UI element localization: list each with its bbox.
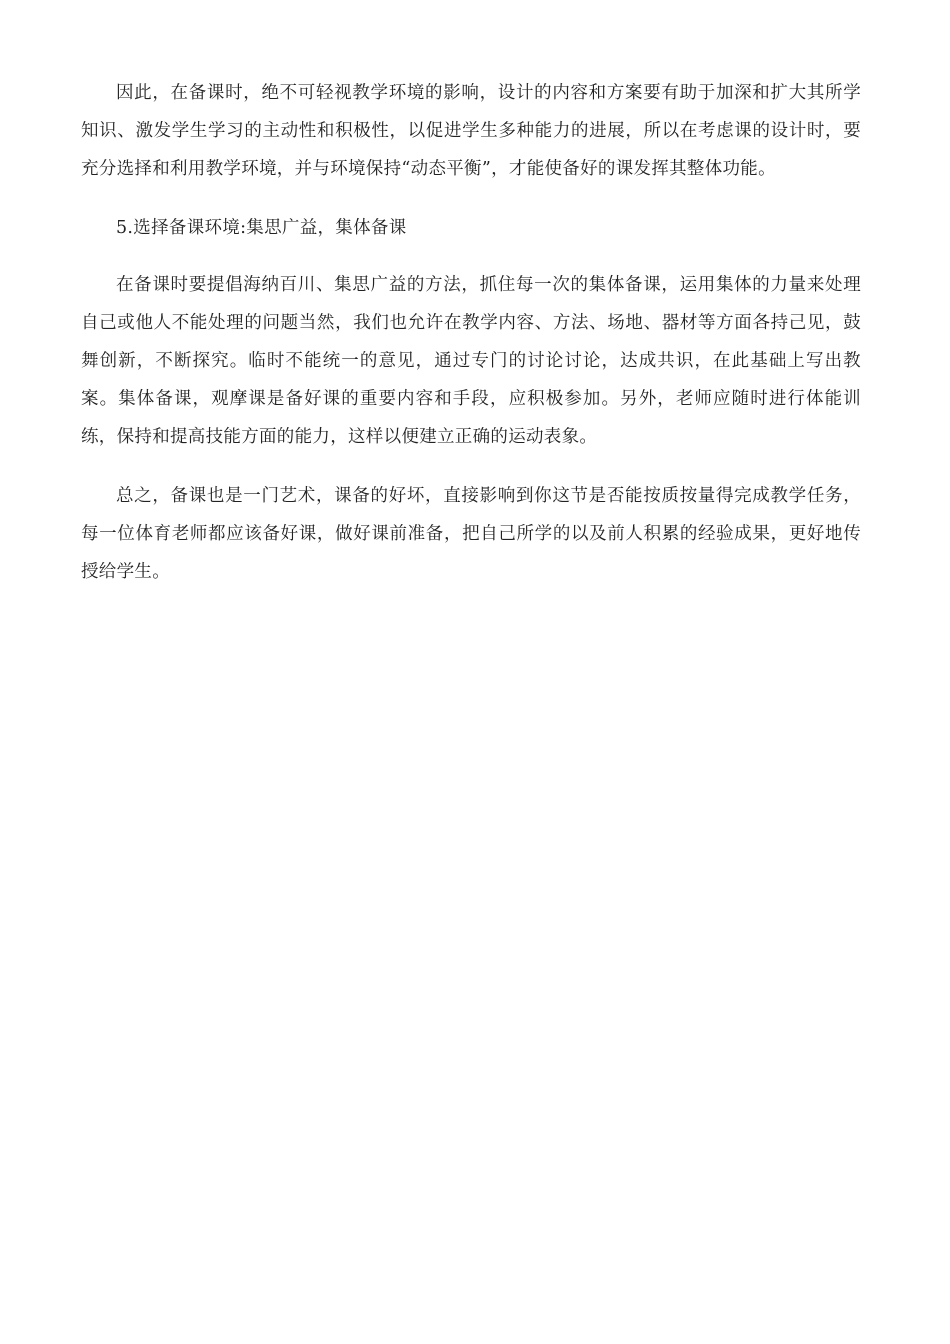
paragraph-collective-preparation: 在备课时要提倡海纳百川、集思广益的方法，抓住每一次的集体备课，运用集体的力量来处理自己或他人不能处理的问题当然，我们也允许在教学内容、方法、场地、器材等方面各持己见，鼓舞创新，不断探究。临时不能统一的意见，通过专门的讨论讨论，达成共识，在此基础上写出教案。集体备课，观摩课是备好课的重要内容和手段，应积极参加。另外，老师应随时进行体能训练，保持和提高技能方面的能力，这样以便建立正确的运动表象。 <box>81 275 861 447</box>
section-heading-collective-preparation: 5.选择备课环境:集思广益，集体备课 <box>116 218 407 238</box>
paragraph-teaching-environment: 因此，在备课时，绝不可轻视教学环境的影响，设计的内容和方案要有助于加深和扩大其所学知识、激发学生学习的主动性和积极性，以促进学生多种能力的进展，所以在考虑课的设计时，要充分选择和利用教学环境，并与环境保持“动态平衡”，才能使备好的课发挥其整体功能。 <box>81 83 861 179</box>
document-page <box>81 74 861 612</box>
paragraph-conclusion: 总之，备课也是一门艺术，课备的好坏，直接影响到你这节是否能按质按量得完成教学任务，每一位体育老师都应该备好课，做好课前准备，把自己所学的以及前人积累的经验成果，更好地传授给学生。 <box>81 486 861 582</box>
